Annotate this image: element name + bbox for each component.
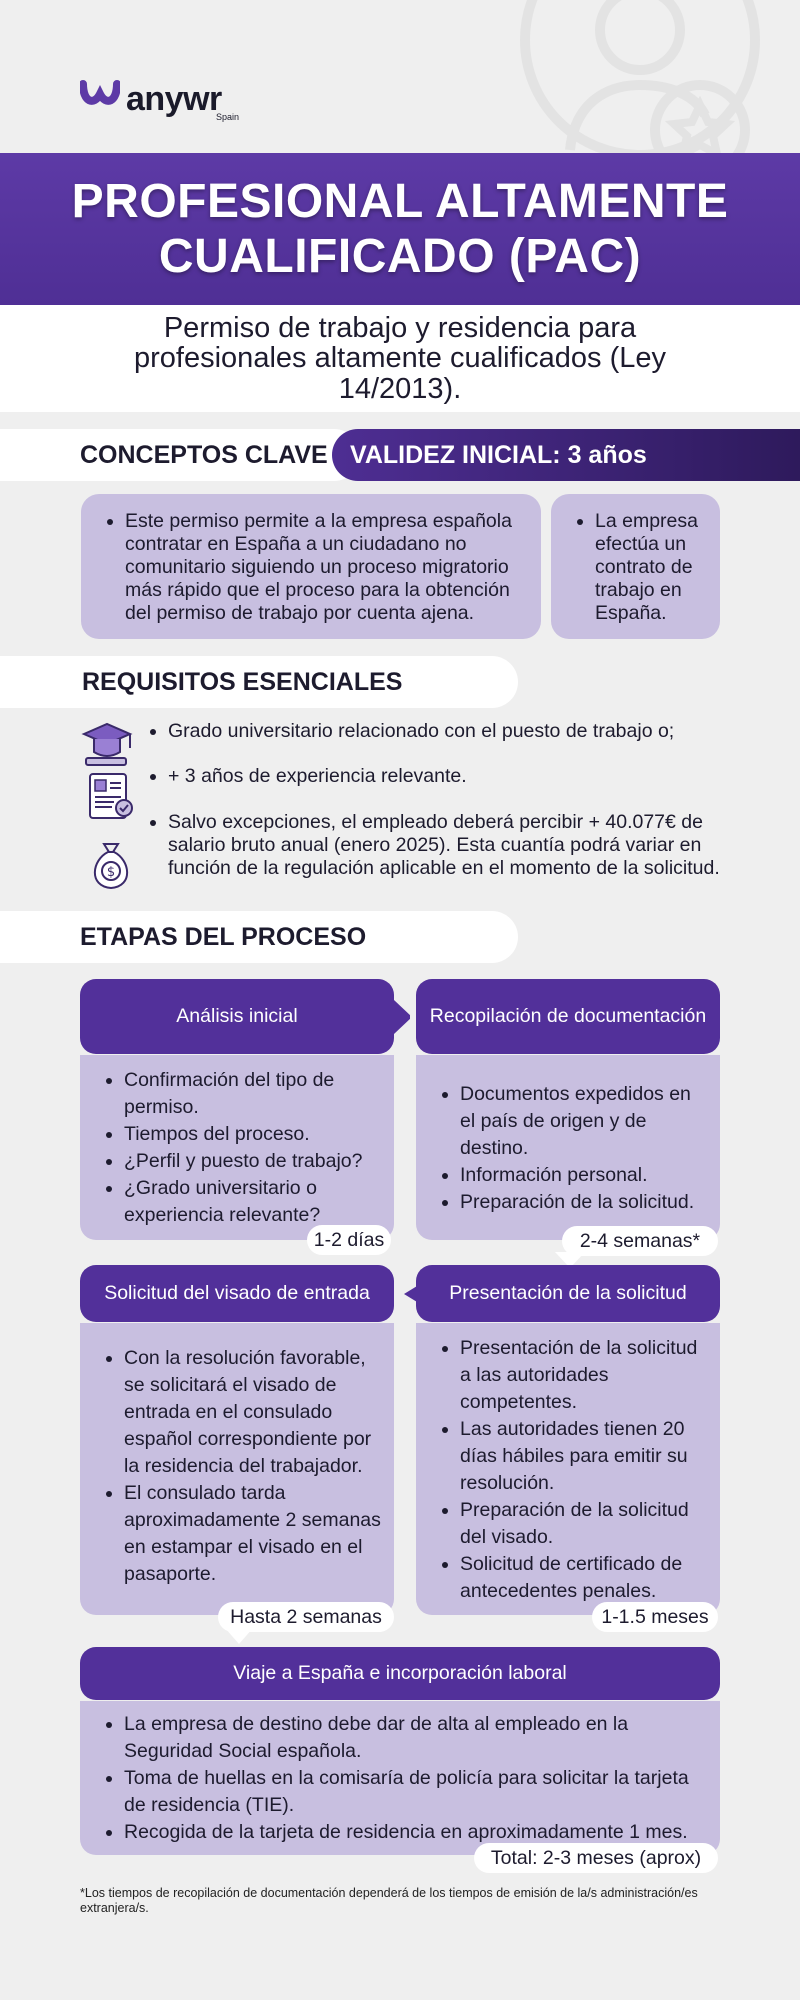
requirement-degree: • Grado universitario relacionado con el puesto de trabajo o;: [148, 720, 738, 743]
step-presentacion-body: [416, 1323, 720, 1615]
decorative-person-badge-icon: [480, 0, 800, 160]
step-recopilacion-header: Recopilación de documentación: [416, 979, 720, 1054]
list-item: • Recogida de la tarjeta de residencia en aproximadamente 1 mes.: [124, 1819, 712, 1846]
section-requisitos: REQUISITOS ESENCIALES: [0, 656, 518, 708]
logo-text: anywr: [126, 80, 222, 118]
time-badge: 1-1.5 meses: [592, 1602, 718, 1632]
title-banner: [0, 153, 800, 305]
money-bag-icon: [84, 840, 138, 892]
concept-card-permit: [81, 494, 541, 639]
svg-text:$: $: [106, 865, 116, 880]
step-visado-body: [80, 1323, 394, 1615]
list-item: • Información personal.: [460, 1162, 710, 1189]
list-item: • La empresa de destino debe dar de alta al empleado en la Seguridad Social española.: [124, 1711, 712, 1765]
step-analisis-body: [80, 1055, 394, 1240]
list-item: • Las autoridades tienen 20 días hábiles para emitir su resolución.: [460, 1416, 712, 1497]
time-badge: 1-2 días: [307, 1225, 391, 1255]
list-item: • La empresa efectúa un contrato de trabajo en España.: [595, 510, 712, 625]
step-viaje-body: [80, 1701, 720, 1855]
list-item: • Confirmación del tipo de permiso.: [124, 1067, 384, 1121]
section-etapas: ETAPAS DEL PROCESO: [0, 911, 518, 963]
step-viaje-header: Viaje a España e incorporación laboral: [80, 1647, 720, 1700]
logo-subtext: Spain: [216, 112, 240, 122]
step-recopilacion-body: [416, 1055, 720, 1240]
list-item: • Tiempos del proceso.: [124, 1121, 384, 1148]
list-item: • Documentos expedidos en el país de origen y de destino.: [460, 1081, 710, 1162]
step-analisis-header: Análisis inicial: [80, 979, 394, 1054]
concept-card-contract: [551, 494, 720, 639]
list-item: • Este permiso permite a la empresa española contratar en España a un ciudadano no comunitario siguiendo un proceso migratorio más rápido que el proceso para la obtención del permiso de trabajo por cuenta ajena.: [125, 510, 529, 625]
subtitle-box: [0, 305, 800, 412]
graduation-cap-icon: [80, 718, 134, 770]
step-visado-header: Solicitud del visado de entrada: [80, 1265, 394, 1322]
total-time-badge: Total: 2-3 meses (aprox): [474, 1843, 718, 1873]
page-subtitle: Permiso de trabajo y residencia para profesionales altamente cualificados (Ley 14/2013).: [134, 311, 666, 405]
resume-icon: [84, 770, 138, 822]
section-conceptos-clave: CONCEPTOS CLAVE: [0, 429, 360, 481]
validity-badge: VALIDEZ INICIAL: 3 años: [332, 429, 800, 481]
list-item: • Preparación de la solicitud del visado.: [460, 1497, 712, 1551]
list-item: • El consulado tarda aproximadamente 2 semanas en estampar el visado en el pasaporte.: [124, 1480, 386, 1588]
time-badge: Hasta 2 semanas: [218, 1602, 394, 1632]
list-item: • Preparación de la solicitud.: [460, 1189, 710, 1216]
page-title: PROFESIONAL ALTAMENTE CUALIFICADO (PAC): [71, 174, 729, 283]
anywr-logo: [80, 76, 240, 126]
footnote: *Los tiempos de recopilación de documentación dependerá de los tiempos de emisión de la/s administración/es extranjera/s.: [80, 1886, 698, 1915]
list-item: • Toma de huellas en la comisaría de policía para solicitar la tarjeta de residencia (TIE).: [124, 1765, 712, 1819]
list-item: • Solicitud de certificado de antecedentes penales.: [460, 1551, 712, 1605]
list-item: • ¿Perfil y puesto de trabajo?: [124, 1148, 384, 1175]
requirement-experience: • + 3 años de experiencia relevante.: [148, 765, 738, 788]
list-item: • ¿Grado universitario o experiencia relevante?: [124, 1175, 384, 1229]
time-badge: 2-4 semanas*: [562, 1226, 718, 1256]
list-item: • Con la resolución favorable, se solicitará el visado de entrada en el consulado español correspondiente por la residencia del trabajador.: [124, 1345, 386, 1480]
anywr-logo-icon: [80, 76, 120, 110]
requirement-salary: • Salvo excepciones, el empleado deberá percibir + 40.077€ de salario bruto anual (enero 2025). Esta cuantía podrá variar en función de la regulación aplicable en el momento de la solicitud.: [148, 811, 738, 880]
step-presentacion-header: Presentación de la solicitud: [416, 1265, 720, 1322]
list-item: • Presentación de la solicitud a las autoridades competentes.: [460, 1335, 712, 1416]
